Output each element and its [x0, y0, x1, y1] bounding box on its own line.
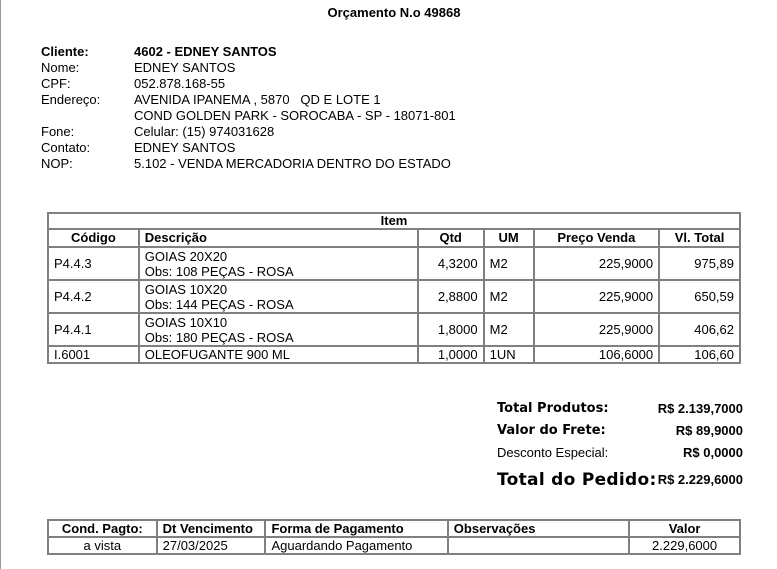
frete-value: R$ 89,9000 — [675, 423, 743, 438]
total-produtos-row — [497, 399, 743, 421]
cell-um: M2 — [484, 247, 534, 280]
client-row-fone — [41, 124, 456, 140]
desconto-label: Desconto Especial: — [497, 445, 609, 460]
col-valor: Valor — [629, 520, 740, 537]
nop-label: NOP: — [41, 156, 73, 171]
items-header-row — [48, 229, 740, 247]
items-group-header: Item — [48, 213, 740, 229]
endereco-2-label — [41, 108, 134, 124]
cell-descricao — [139, 247, 418, 280]
payment-table — [47, 519, 741, 555]
item-description: GOIAS 20X20 — [144, 248, 228, 264]
frete-row — [497, 421, 743, 443]
cell-codigo: P4.4.2 — [48, 280, 139, 313]
client-row-cpf — [41, 76, 456, 92]
cell-dt-vencimento: 27/03/2025 — [157, 537, 266, 554]
item-obs: Obs: 144 PEÇAS - ROSA — [144, 296, 294, 312]
cell-observacoes — [448, 537, 629, 554]
contato-label: Contato: — [41, 140, 91, 155]
cell-cond-pagto: a vista — [48, 537, 157, 554]
cell-preco: 225,9000 — [534, 313, 660, 346]
item-description: GOIAS 10X10 — [144, 314, 228, 330]
frete-label: Valor do Frete: — [497, 423, 606, 438]
cell-qtd: 1,8000 — [418, 313, 484, 346]
nome-label: Nome: — [41, 60, 80, 75]
cell-codigo: I.6001 — [48, 346, 139, 363]
fone-label: Fone: — [41, 124, 75, 139]
col-codigo: Código — [48, 229, 139, 247]
col-dt-vencimento: Dt Vencimento — [157, 520, 266, 537]
total-produtos-value: R$ 2.139,7000 — [657, 401, 743, 416]
cell-codigo: P4.4.3 — [48, 247, 139, 280]
item-obs: Obs: 180 PEÇAS - ROSA — [144, 329, 294, 345]
cell-preco: 225,9000 — [534, 280, 660, 313]
client-info — [41, 44, 456, 172]
cpf-value: 052.878.168-55 — [134, 76, 226, 91]
item-obs: Obs: 108 PEÇAS - ROSA — [144, 263, 294, 279]
cell-codigo: P4.4.1 — [48, 313, 139, 346]
desconto-value: R$ 0,0000 — [683, 445, 743, 460]
col-forma-pagamento: Forma de Pagamento — [265, 520, 447, 537]
cliente-value: 4602 - EDNEY SANTOS — [134, 44, 277, 59]
total-pedido-label: Total do Pedido: — [497, 470, 657, 490]
cell-preco: 106,6000 — [534, 346, 660, 363]
endereco-value: AVENIDA IPANEMA , 5870 QD E LOTE 1 — [134, 92, 381, 107]
client-row-contato — [41, 140, 456, 156]
col-qtd: Qtd — [418, 229, 484, 247]
table-row — [48, 537, 740, 554]
cell-total: 106,60 — [659, 346, 740, 363]
table-row — [48, 247, 740, 280]
col-um: UM — [484, 229, 534, 247]
item-description: GOIAS 10X20 — [144, 281, 228, 297]
fone-value: Celular: (15) 974031628 — [134, 124, 275, 139]
cell-um: M2 — [484, 313, 534, 346]
col-descricao: Descrição — [139, 229, 418, 247]
client-row-endereco — [41, 92, 456, 108]
cell-total: 650,59 — [659, 280, 740, 313]
cell-total: 406,62 — [659, 313, 740, 346]
nop-value: 5.102 - VENDA MERCADORIA DENTRO DO ESTADO — [134, 156, 451, 171]
cell-qtd: 1,0000 — [418, 346, 484, 363]
items-group-header-row — [48, 213, 740, 229]
contato-value: EDNEY SANTOS — [134, 140, 236, 155]
endereco-label: Endereço: — [41, 92, 101, 107]
cell-qtd: 2,8800 — [418, 280, 484, 313]
cell-um: M2 — [484, 280, 534, 313]
table-row — [48, 280, 740, 313]
endereco-2-value: COND GOLDEN PARK - SOROCABA - SP - 18071-801 — [134, 108, 456, 123]
total-pedido-value: R$ 2.229,6000 — [657, 472, 743, 487]
page-left-border — [0, 0, 1, 569]
cliente-label: Cliente: — [41, 44, 89, 59]
cell-descricao — [139, 313, 418, 346]
document-title: Orçamento N.o 49868 — [327, 5, 461, 20]
cell-um: 1UN — [484, 346, 534, 363]
cell-forma-pagamento: Aguardando Pagamento — [265, 537, 447, 554]
total-pedido-row — [497, 467, 743, 493]
cell-qtd: 4,3200 — [418, 247, 484, 280]
client-row-nop — [41, 156, 456, 172]
col-cond-pagto: Cond. Pagto: — [48, 520, 157, 537]
totals-block — [497, 399, 743, 493]
col-total: Vl. Total — [659, 229, 740, 247]
total-produtos-label: Total Produtos: — [497, 401, 609, 416]
client-row-cliente — [41, 44, 456, 60]
client-row-nome — [41, 60, 456, 76]
client-row-endereco-2 — [41, 108, 456, 124]
table-row — [48, 346, 740, 363]
items-table — [47, 212, 741, 364]
col-observacoes: Observações — [448, 520, 629, 537]
cell-valor: 2.229,6000 — [629, 537, 740, 554]
cell-descricao: OLEOFUGANTE 900 ML — [139, 346, 418, 363]
cell-total: 975,89 — [659, 247, 740, 280]
cell-descricao — [139, 280, 418, 313]
desconto-row — [497, 443, 743, 465]
cell-preco: 225,9000 — [534, 247, 660, 280]
nome-value: EDNEY SANTOS — [134, 60, 236, 75]
col-preco: Preço Venda — [534, 229, 660, 247]
table-row — [48, 313, 740, 346]
payment-header-row — [48, 520, 740, 537]
cpf-label: CPF: — [41, 76, 71, 91]
